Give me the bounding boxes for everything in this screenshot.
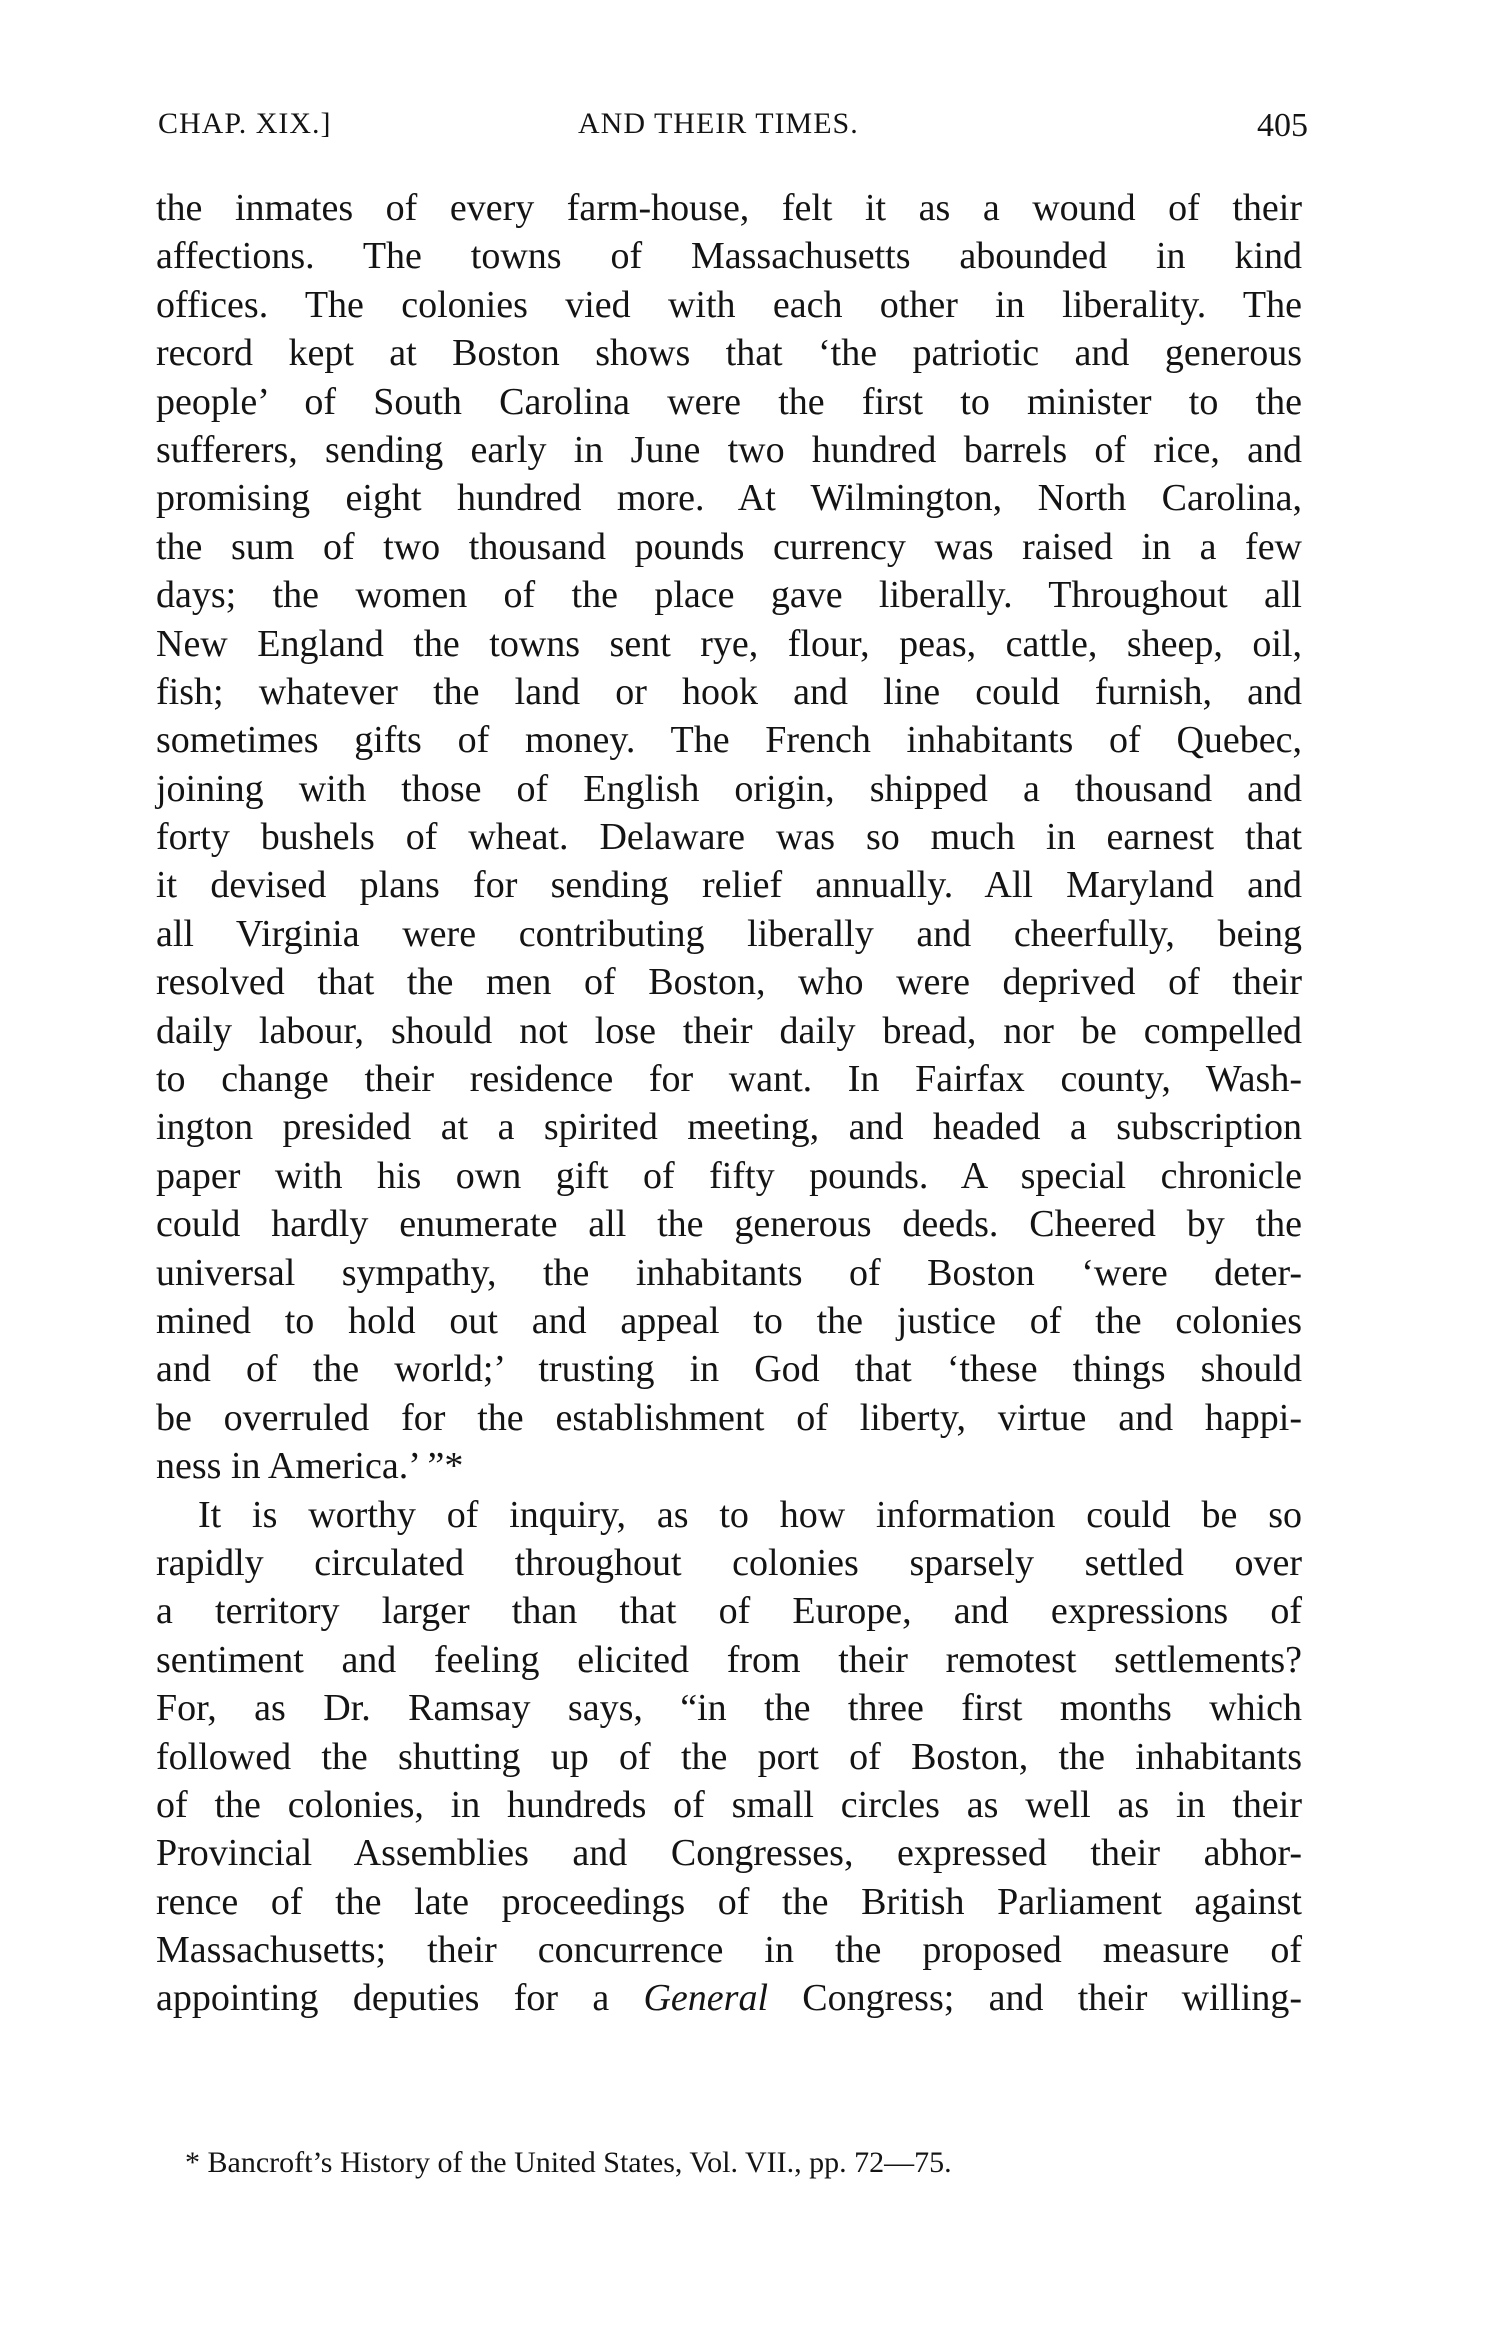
text-line: record kept at Boston shows that ‘the patriotic and generous: [156, 332, 1302, 375]
text-line-with-italic: [156, 1974, 1302, 2022]
paragraph-1: [156, 184, 1302, 1491]
paragraph-2: [156, 1491, 1302, 2023]
running-title: AND THEIR TIMES.: [578, 107, 859, 140]
text-line: and of the world;’ trusting in God that ‘these things should: [156, 1348, 1302, 1391]
text-line: paper with his own gift of fifty pounds. A special chronicle: [156, 1154, 1302, 1197]
text-line: days; the women of the place gave liberally. Throughout all: [156, 574, 1302, 617]
text-line: people’ of South Carolina were the first to minister to the: [156, 380, 1302, 423]
text-line: could hardly enumerate all the generous deeds. Cheered by the: [156, 1203, 1302, 1246]
text-line: sometimes gifts of money. The French inhabitants of Quebec,: [156, 719, 1302, 762]
text-line: affections. The towns of Massachusetts abounded in kind: [156, 235, 1302, 278]
text-line: the sum of two thousand pounds currency was raised in a few: [156, 525, 1302, 568]
text-line: a territory larger than that of Europe, and expressions of: [156, 1590, 1302, 1633]
text-line: sufferers, sending early in June two hundred barrels of rice, and: [156, 428, 1302, 471]
text-line: followed the shutting up of the port of Boston, the inhabitants: [156, 1735, 1302, 1778]
text-line: the inmates of every farm-house, felt it as a wound of their: [156, 187, 1302, 229]
text-line: forty bushels of wheat. Delaware was so much in earnest that: [156, 816, 1302, 859]
text-line: daily labour, should not lose their daily bread, nor be compelled: [156, 1009, 1302, 1052]
text-line: to change their residence for want. In Fairfax county, Wash-: [156, 1058, 1302, 1101]
text-line: For, as Dr. Ramsay says, “in the three first months which: [156, 1687, 1302, 1730]
text-line: resolved that the men of Boston, who were deprived of their: [156, 961, 1302, 1004]
text-line: New England the towns sent rye, flour, peas, cattle, sheep, oil,: [156, 622, 1302, 665]
text-segment: appointing deputies for a: [156, 1977, 644, 2020]
text-line: offices. The colonies vied with each other in liberality. The: [156, 283, 1302, 326]
text-line: rence of the late proceedings of the British Parliament against: [156, 1880, 1302, 1923]
text-line: rapidly circulated throughout colonies sparsely settled over: [156, 1541, 1302, 1584]
text-line: it devised plans for sending relief annually. All Maryland and: [156, 864, 1302, 907]
italic-word: General: [643, 1977, 769, 2020]
text-line: be overruled for the establishment of liberty, virtue and happi-: [156, 1396, 1302, 1439]
text-line: promising eight hundred more. At Wilmington, North Carolina,: [156, 477, 1302, 520]
page-number: 405: [1257, 107, 1308, 144]
text-line: ington presided at a spirited meeting, and headed a subscription: [156, 1106, 1302, 1149]
chapter-label: CHAP. XIX.]: [158, 107, 332, 140]
footnote: * Bancroft’s History of the United States, Vol. VII., pp. 72—75.: [185, 2146, 952, 2179]
text-line: fish; whatever the land or hook and line could furnish, and: [156, 670, 1302, 713]
text-line: all Virginia were contributing liberally and cheerfully, being: [156, 912, 1302, 955]
text-line: ness in America.’ ”*: [156, 1445, 464, 1488]
text-line: mined to hold out and appeal to the justice of the colonies: [156, 1299, 1302, 1342]
text-line: It is worthy of inquiry, as to how information could be so: [198, 1493, 1302, 1536]
text-line: Provincial Assemblies and Congresses, expressed their abhor-: [156, 1832, 1302, 1875]
running-head: [158, 107, 1308, 147]
text-line: joining with those of English origin, shipped a thousand and: [156, 767, 1302, 810]
text-line: Massachusetts; their concurrence in the proposed measure of: [156, 1929, 1302, 1972]
text-segment: Congress; and their willing-: [768, 1977, 1302, 2020]
text-line: universal sympathy, the inhabitants of Boston ‘were deter-: [156, 1251, 1302, 1294]
body-text: [156, 184, 1302, 2023]
text-line: of the colonies, in hundreds of small circles as well as in their: [156, 1783, 1302, 1826]
text-line: sentiment and feeling elicited from their remotest settlements?: [156, 1638, 1302, 1681]
